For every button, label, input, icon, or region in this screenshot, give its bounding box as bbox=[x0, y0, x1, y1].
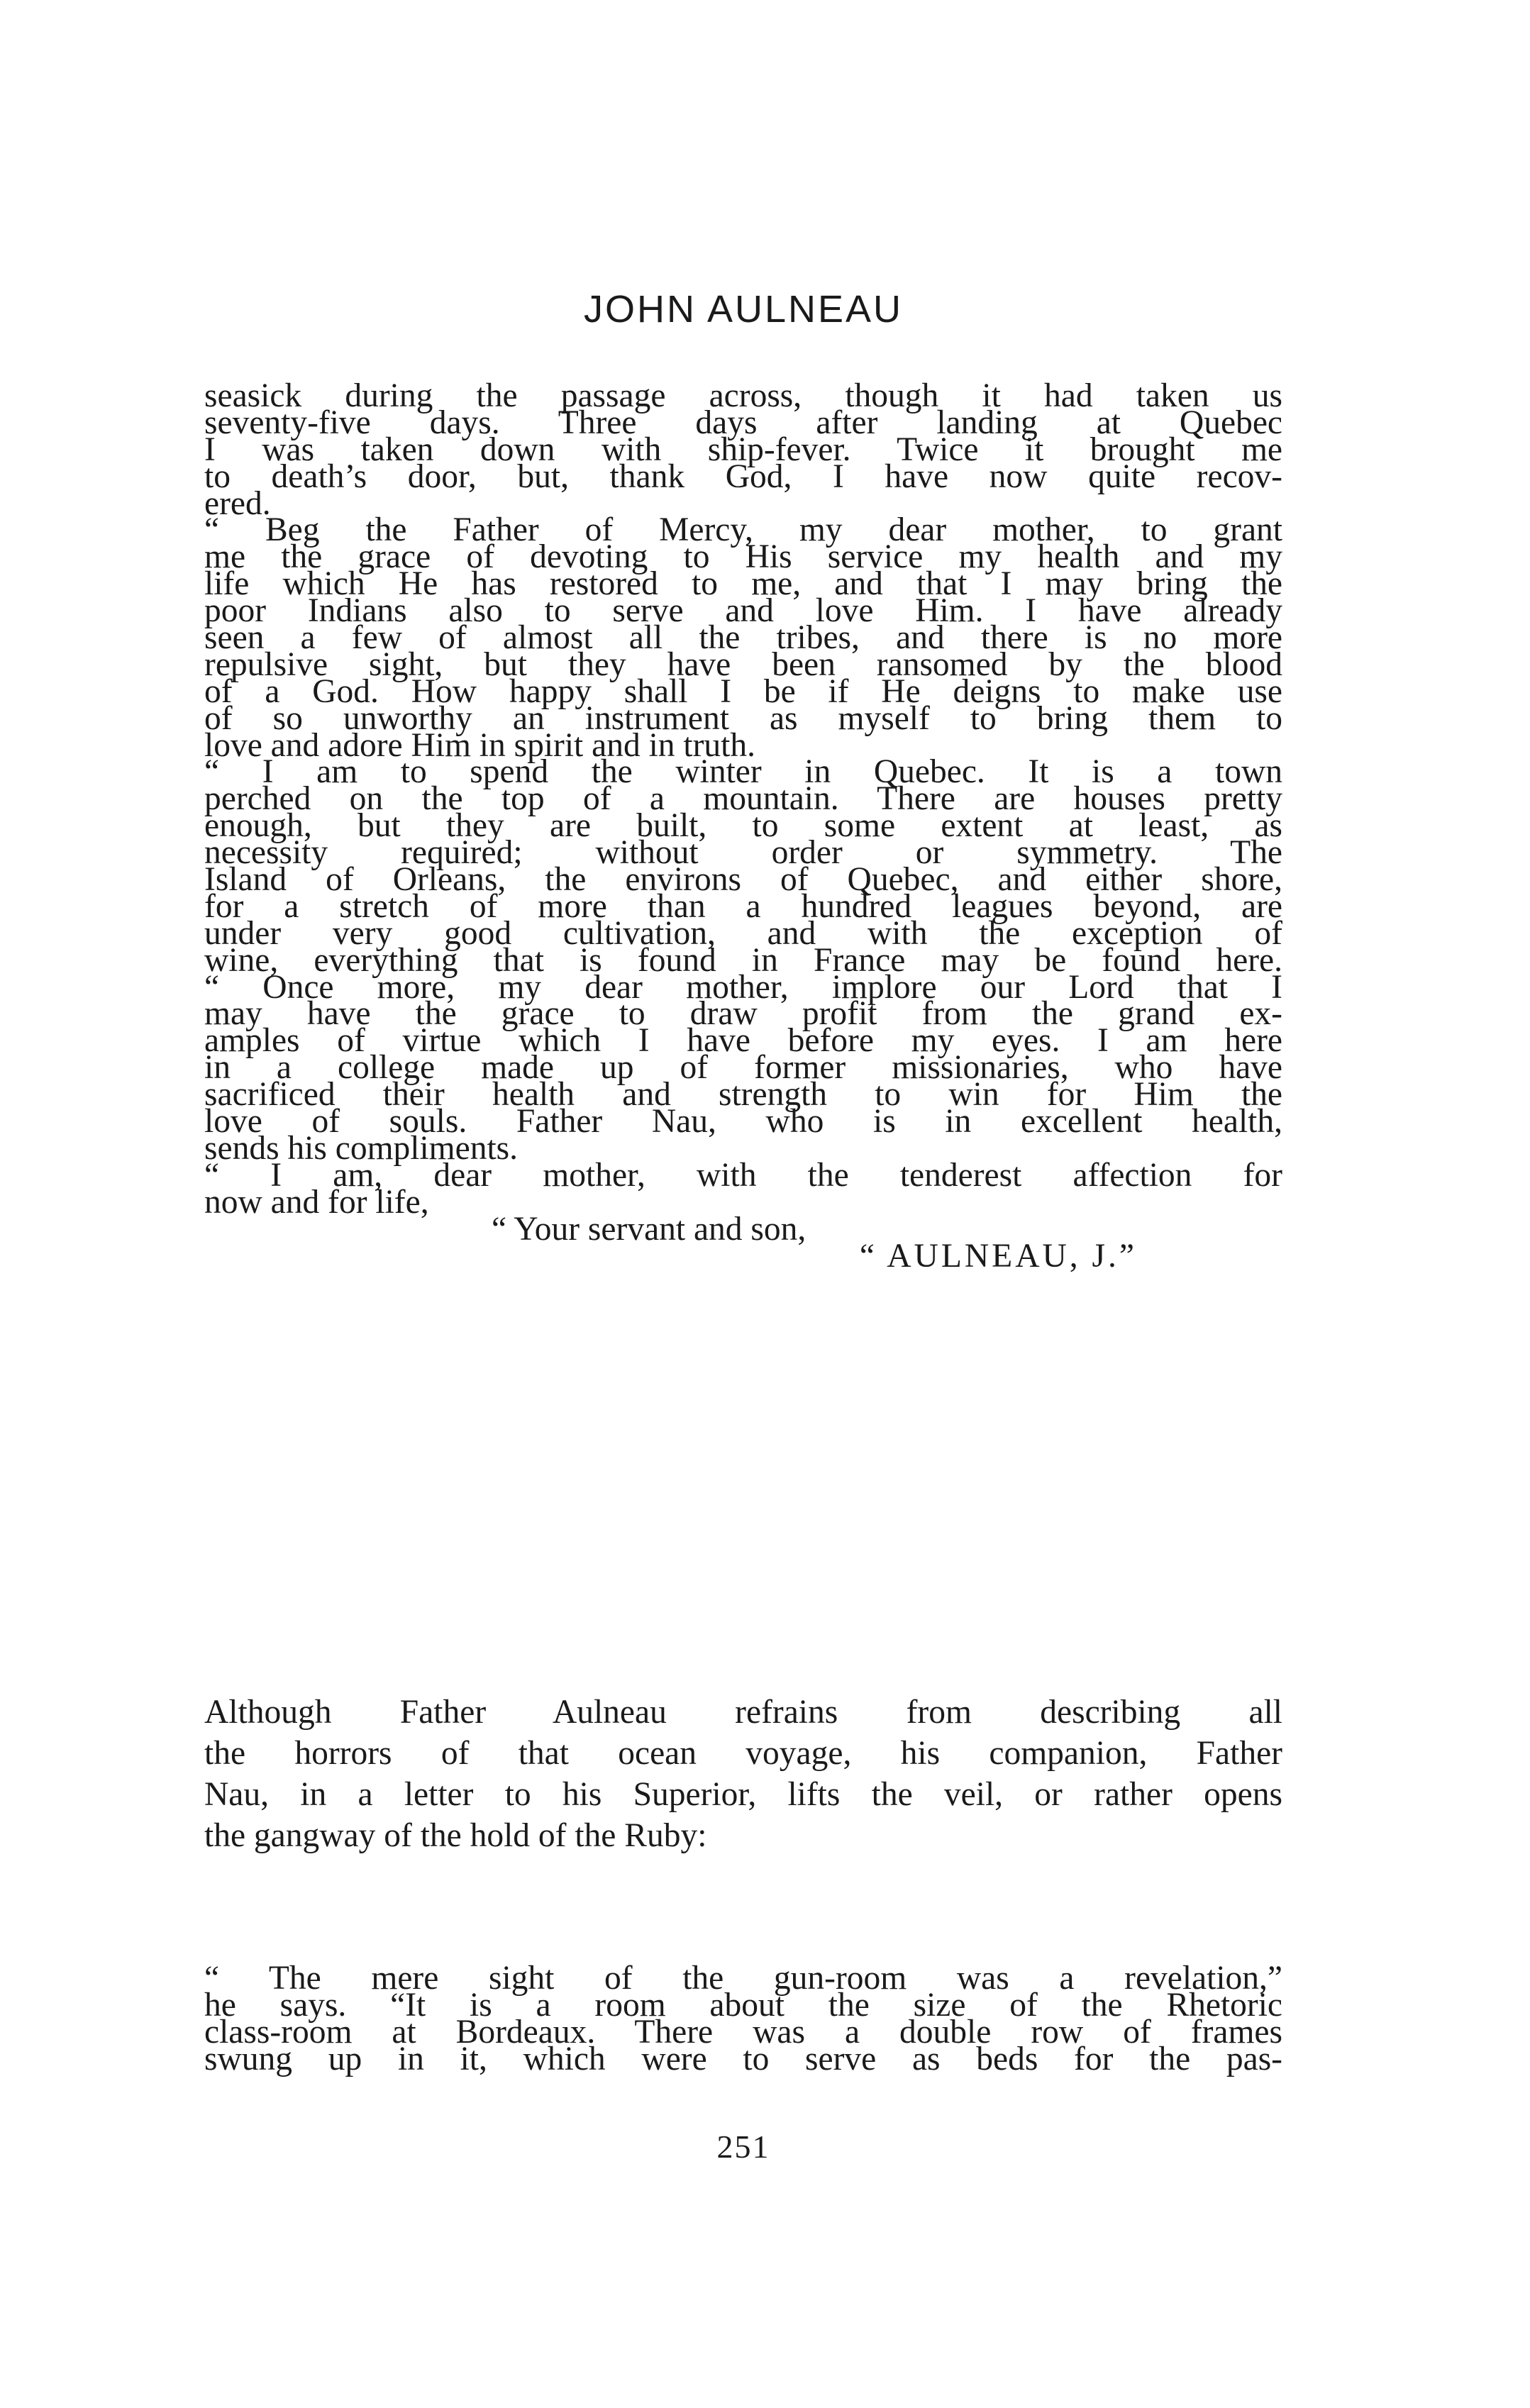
text-line: wine, everything that is found in France may be found here. bbox=[204, 941, 1282, 979]
text-line: under very good cultivation, and with the exception of bbox=[204, 914, 1282, 952]
text-line: in a college made up of former missionaries, who have bbox=[204, 1049, 1282, 1087]
text-line: may have the grace to draw profit from the grand ex- bbox=[204, 995, 1282, 1033]
text-line: amples of virtue which I have before my eyes. I am here bbox=[204, 1022, 1282, 1060]
text-line: the horrors of that ocean voyage, his companion, Father bbox=[204, 1735, 1282, 1772]
letter-text bbox=[204, 377, 1282, 1275]
text-line: poor Indians also to serve and love Him. I have already bbox=[204, 592, 1282, 630]
text-line: me the grace of devoting to His service my health and my bbox=[204, 538, 1282, 576]
running-title: JOHN AULNEAU bbox=[583, 288, 904, 331]
text-line: love and adore Him in spirit and in truth. bbox=[204, 726, 756, 764]
text-line: seen a few of almost all the tribes, and there is no more bbox=[204, 619, 1282, 657]
text-line: of a God. How happy shall I be if He deigns to make use bbox=[204, 672, 1282, 710]
text-line: to death’s door, but, thank God, I have now quite recov- bbox=[204, 457, 1282, 495]
text-line: “ I am to spend the winter in Quebec. It is a town bbox=[204, 753, 1282, 791]
text-line: necessity required; without order or symmetry. The bbox=[204, 834, 1282, 872]
page-number: 251 bbox=[716, 2129, 770, 2165]
text-line: of so unworthy an instrument as myself to bring them to bbox=[204, 699, 1282, 737]
letter-signature: “ AULNEAU, J.” bbox=[859, 1237, 1137, 1275]
text-line: sacrificed their health and strength to win for Him the bbox=[204, 1076, 1282, 1114]
text-line: “ Beg the Father of Mercy, my dear mother, to grant bbox=[204, 511, 1282, 549]
text-line: Island of Orleans, the environs of Quebec, and either shore, bbox=[204, 861, 1282, 899]
text-line: now and for life, bbox=[204, 1183, 429, 1221]
text-line: Although Father Aulneau refrains from describing all bbox=[204, 1694, 1282, 1731]
text-line: ered. bbox=[204, 484, 271, 522]
letter-salutation: “ Your servant and son, bbox=[492, 1210, 806, 1248]
text-line: class-room at Bordeaux. There was a double row of frames bbox=[204, 2014, 1282, 2051]
text-line: love of souls. Father Nau, who is in excellent health, bbox=[204, 1103, 1282, 1141]
text-line: “ I am, dear mother, with the tenderest affection for bbox=[204, 1156, 1282, 1194]
text-line: enough, but they are built, to some extent at least, as bbox=[204, 807, 1282, 845]
text-line: repulsive sight, but they have been ransomed by the blood bbox=[204, 645, 1282, 683]
text-line: “ The mere sight of the gun-room was a revelation,” bbox=[204, 1960, 1282, 1997]
text-line: life which He has restored to me, and that I may bring the bbox=[204, 565, 1282, 603]
text-line: the gangway of the hold of the Ruby: bbox=[204, 1817, 707, 1854]
text-line: seasick during the passage across, though it had taken us bbox=[204, 377, 1282, 414]
quoted-paragraph bbox=[204, 1960, 1282, 2077]
text-line: I was taken down with ship-fever. Twice it brought me bbox=[204, 431, 1282, 468]
text-line: for a stretch of more than a hundred leagues beyond, are bbox=[204, 887, 1282, 925]
text-line: swung up in it, which were to serve as beds for the pas- bbox=[204, 2041, 1282, 2077]
book-page bbox=[204, 0, 1282, 2408]
text-line: he says. “It is a room about the size of the Rhetoric bbox=[204, 1987, 1282, 2024]
narrative-paragraph bbox=[204, 1692, 1282, 1856]
text-line: sends his compliments. bbox=[204, 1129, 518, 1167]
text-line: seventy-five days. Three days after landing at Quebec bbox=[204, 404, 1282, 441]
text-line: “ Once more, my dear mother, implore our Lord that I bbox=[204, 968, 1282, 1006]
text-line: Nau, in a letter to his Superior, lifts the veil, or rather opens bbox=[204, 1776, 1282, 1813]
text-line: perched on the top of a mountain. There are houses pretty bbox=[204, 780, 1282, 818]
